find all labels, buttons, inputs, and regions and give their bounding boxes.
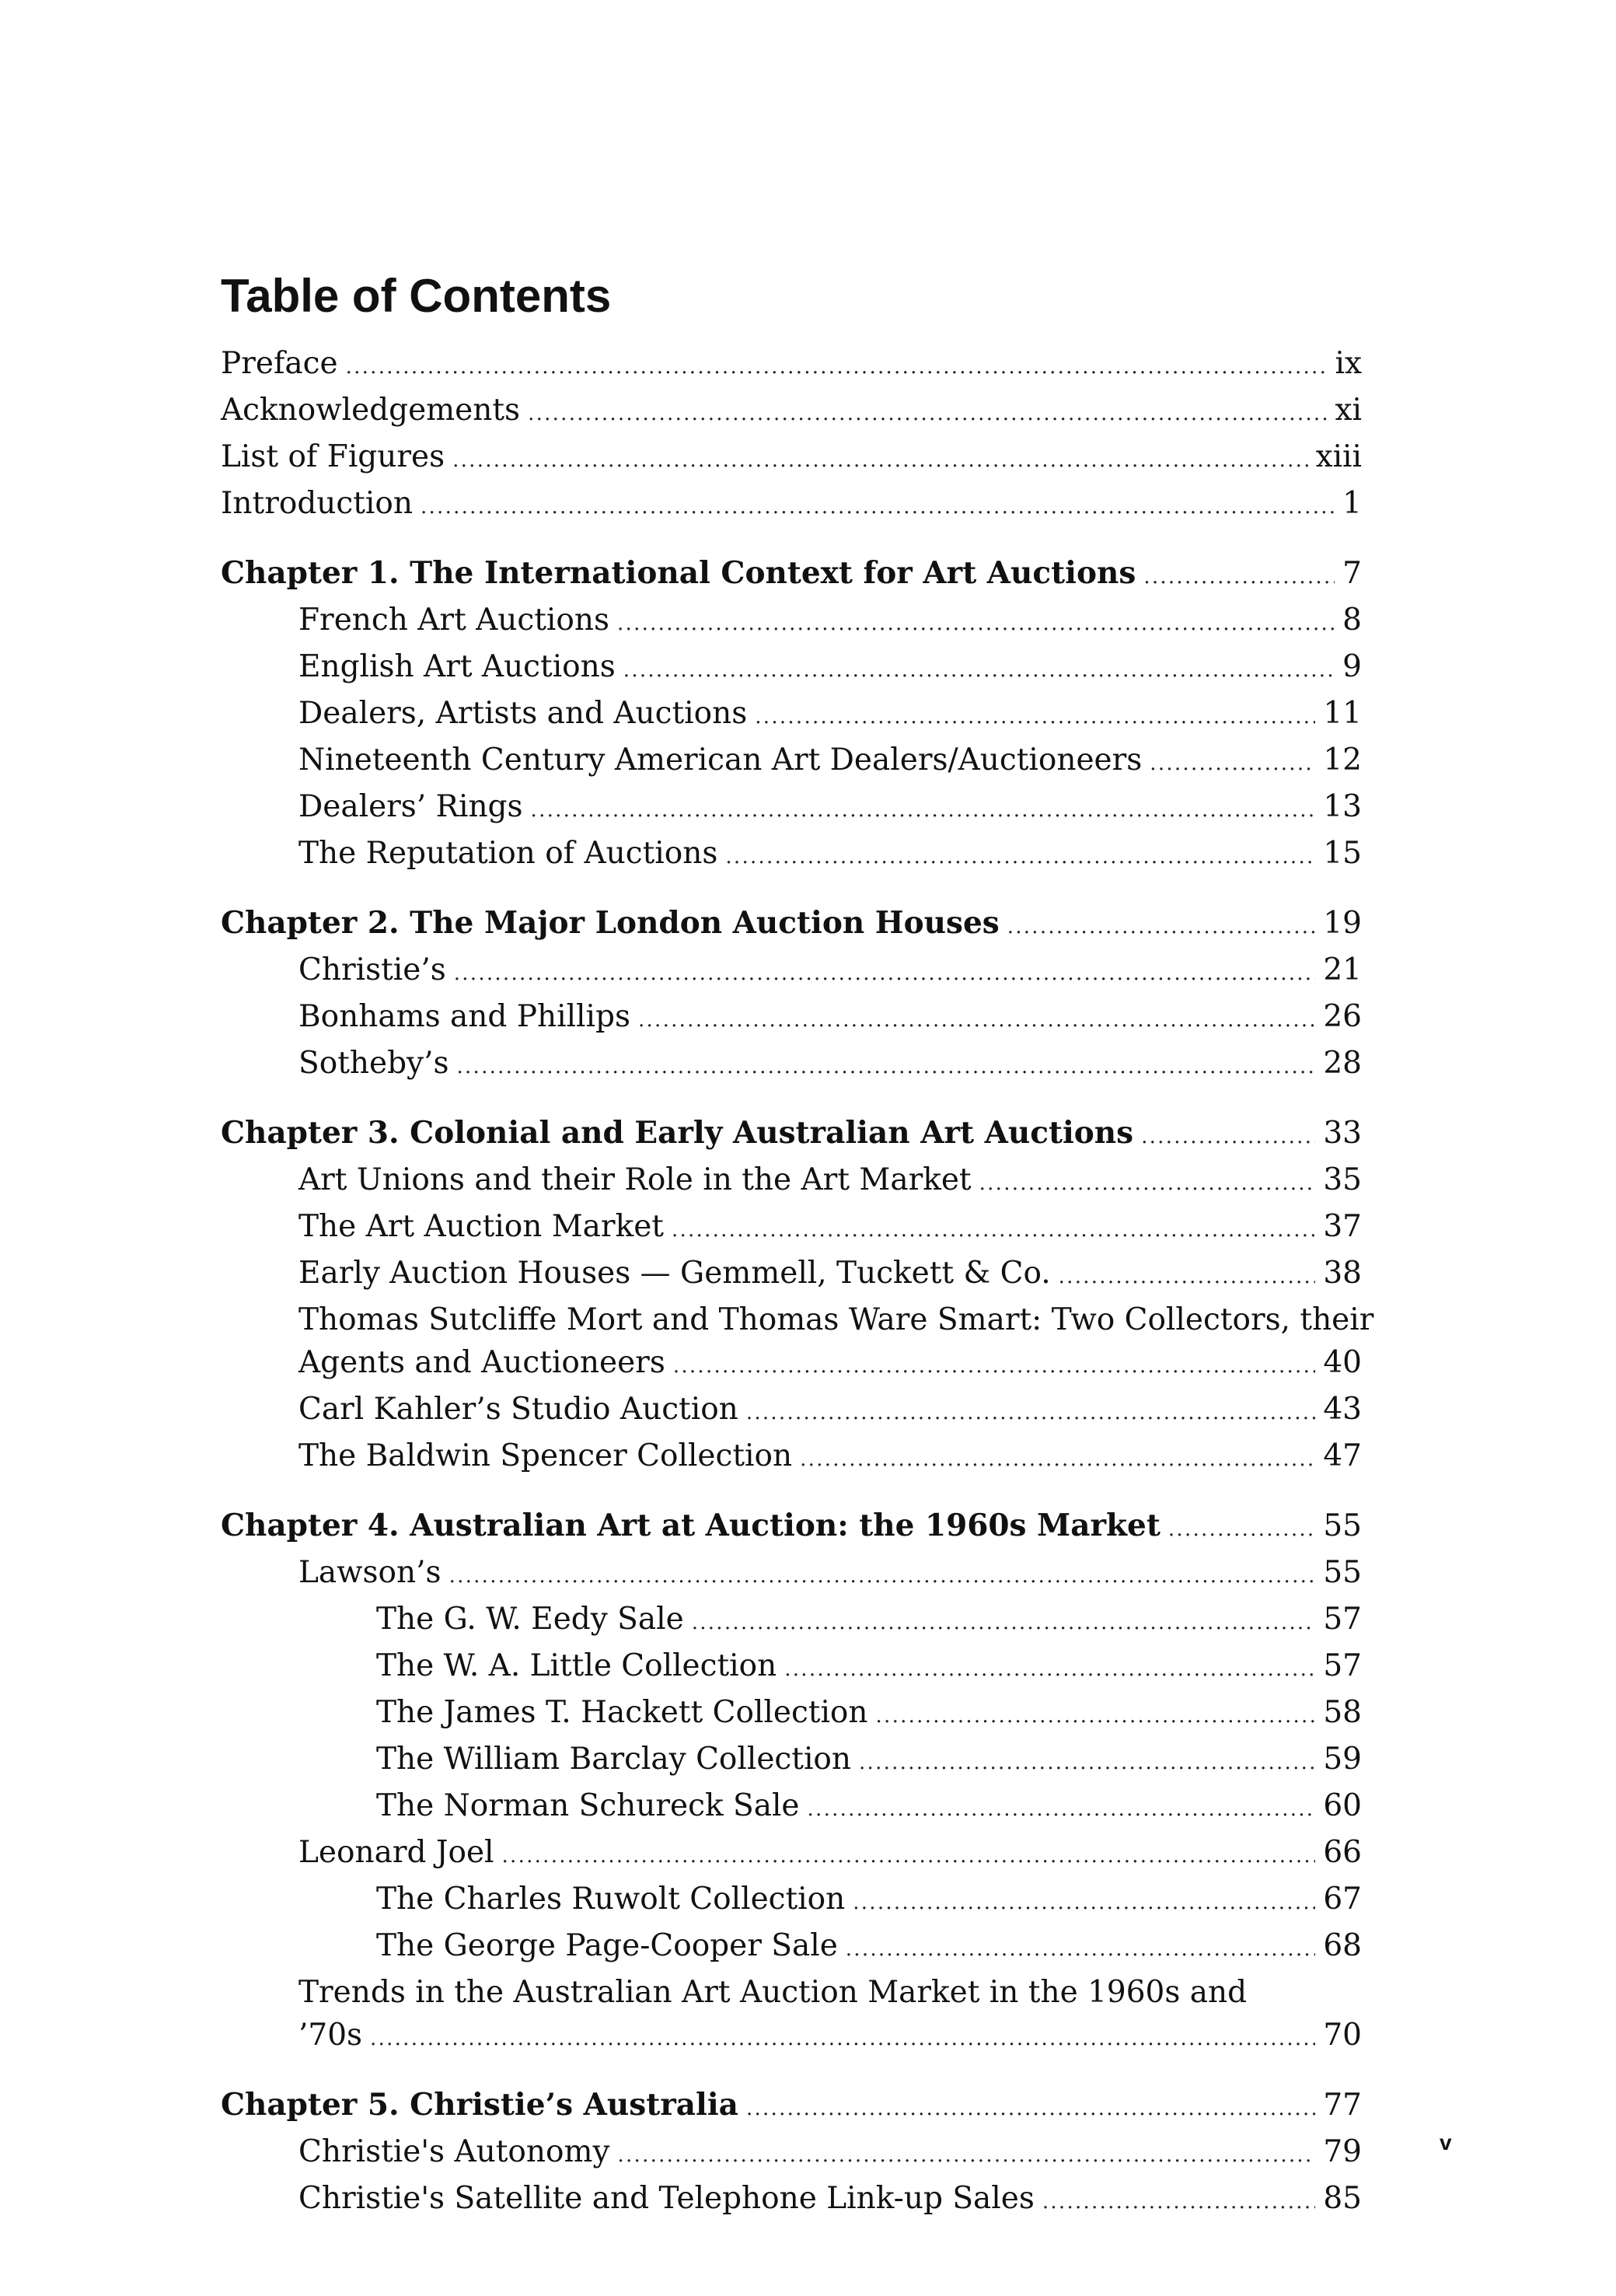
toc-entry-page: 35: [1323, 1162, 1362, 1197]
dot-leader: [617, 599, 1335, 645]
toc-entry[interactable]: [221, 342, 1362, 389]
toc-entry-label: Dealers’ Rings: [298, 789, 523, 824]
dot-leader: [692, 1598, 1316, 1644]
toc-entry[interactable]: [221, 1644, 1362, 1691]
dot-leader: [1141, 1112, 1315, 1158]
dot-leader: [746, 1388, 1316, 1435]
dot-leader: [755, 692, 1315, 739]
toc-entry[interactable]: [221, 1598, 1362, 1644]
toc-entry-page: 38: [1323, 1256, 1362, 1291]
dot-leader: [421, 482, 1335, 529]
toc-entry[interactable]: [221, 1924, 1362, 1971]
toc-entry-label: List of Figures: [221, 439, 445, 474]
toc-entry-label: Chapter 3. Colonial and Early Australian Art Auctions: [221, 1115, 1134, 1151]
toc-entry-page: 40: [1323, 1345, 1362, 1380]
toc-entry-page: 77: [1323, 2088, 1362, 2123]
toc-entry-label: Christie's Satellite and Telephone Link-up Sales: [298, 2181, 1035, 2216]
toc-entry[interactable]: [221, 785, 1362, 832]
dot-leader: [853, 1878, 1315, 1924]
toc-entry-page: 26: [1323, 999, 1362, 1034]
toc-entry[interactable]: [221, 435, 1362, 482]
toc-entry[interactable]: [221, 482, 1362, 529]
toc-entry-page: 60: [1323, 1788, 1362, 1823]
toc-entry-label: The W. A. Little Collection: [376, 1648, 777, 1683]
toc-entry-page: 11: [1323, 696, 1362, 731]
dot-leader: [1059, 1252, 1316, 1298]
dot-leader: [746, 2084, 1315, 2130]
toc-entry-label: Acknowledgements: [221, 393, 521, 428]
toc-entry-label: The James T. Hackett Collection: [376, 1695, 868, 1730]
dot-leader: [859, 1738, 1315, 1784]
toc-entry[interactable]: [221, 1252, 1362, 1298]
toc-entry-page: xi: [1335, 393, 1362, 428]
dot-leader: [846, 1924, 1316, 1971]
toc-entry-label: ’70s: [298, 2018, 363, 2053]
toc-entry[interactable]: [221, 599, 1362, 645]
toc-entry[interactable]: [221, 949, 1362, 995]
toc-entry-page: 79: [1323, 2134, 1362, 2169]
toc-entry-label: Nineteenth Century American Art Dealers/Auctioneers: [298, 743, 1143, 778]
page-title: Table of Contents: [221, 270, 612, 322]
dot-leader: [456, 1042, 1315, 1089]
toc-entry[interactable]: [221, 1878, 1362, 1924]
dot-leader: [1150, 739, 1315, 785]
dot-leader: [454, 949, 1316, 995]
toc-entry-label: Chapter 2. The Major London Auction Houses: [221, 905, 1000, 941]
toc-entry-label: Christie’s: [298, 952, 446, 987]
toc-entry-page: 43: [1323, 1392, 1362, 1427]
toc-entry-label: Chapter 5. Christie’s Australia: [221, 2087, 738, 2123]
toc-entry-page: 15: [1323, 836, 1362, 871]
toc-entry[interactable]: [221, 1551, 1362, 1598]
toc-entry-page: 55: [1323, 1508, 1362, 1543]
toc-entry-label: The Art Auction Market: [298, 1209, 664, 1244]
dot-leader: [623, 645, 1335, 692]
toc-entry-label: Bonhams and Phillips: [298, 999, 630, 1034]
toc-entry-page: 55: [1323, 1555, 1362, 1590]
dot-leader: [346, 342, 1328, 389]
toc-entry-label: Chapter 4. Australian Art at Auction: the 1960s Market: [221, 1508, 1161, 1543]
toc-entry-label-line: Thomas Sutcliffe Mort and Thomas Ware Smart: Two Collectors, their: [298, 1302, 1374, 1337]
toc-entry-page: 57: [1323, 1602, 1362, 1637]
dot-leader: [979, 1158, 1316, 1205]
toc-entry[interactable]: [221, 1971, 1362, 2060]
toc-entry-label: The George Page-Cooper Sale: [376, 1928, 838, 1963]
toc-entry-label: Carl Kahler’s Studio Auction: [298, 1392, 738, 1427]
toc-entry-page: 58: [1323, 1695, 1362, 1730]
toc-entry-label: French Art Auctions: [298, 603, 610, 638]
toc-entry-page: 1: [1342, 486, 1362, 521]
toc-entry-label: English Art Auctions: [298, 649, 616, 684]
toc-entry-page: 9: [1342, 649, 1362, 684]
toc-entry-page: 13: [1323, 789, 1362, 824]
toc-entry-page: ix: [1335, 346, 1362, 381]
toc-entry-label: The William Barclay Collection: [376, 1742, 852, 1777]
dot-leader: [1042, 2177, 1315, 2224]
dot-leader: [502, 1831, 1316, 1878]
toc-entry-label: Preface: [221, 346, 338, 381]
toc-entry-label: The Baldwin Spencer Collection: [298, 1438, 793, 1473]
toc-entry-page: 70: [1323, 2018, 1362, 2053]
toc-chapter-entry[interactable]: [221, 1504, 1362, 1551]
toc-entry-label: The G. W. Eedy Sale: [376, 1602, 684, 1637]
toc-entry-page: 7: [1342, 556, 1362, 591]
dot-leader: [1143, 552, 1335, 599]
dot-leader: [370, 2014, 1315, 2060]
toc-entry[interactable]: [221, 1831, 1362, 1878]
toc-entry[interactable]: [221, 1158, 1362, 1205]
toc-entry-label: Chapter 1. The International Context for Art Auctions: [221, 555, 1136, 591]
toc-entry[interactable]: [221, 1738, 1362, 1784]
toc-entry-label: Lawson’s: [298, 1555, 442, 1590]
toc-entry[interactable]: [221, 692, 1362, 739]
toc-entry-page: 85: [1323, 2181, 1362, 2216]
toc-entry-label: Art Unions and their Role in the Art Market: [298, 1162, 972, 1197]
toc-entry-label: Christie's Autonomy: [298, 2134, 610, 2169]
toc-entry-label: Agents and Auctioneers: [298, 1345, 665, 1380]
toc-entry[interactable]: [221, 1042, 1362, 1089]
toc-entry-page: 68: [1323, 1928, 1362, 1963]
toc-entry[interactable]: [221, 1298, 1374, 1388]
toc-chapter-entry[interactable]: [221, 1112, 1362, 1158]
toc-entry-page: 47: [1323, 1438, 1362, 1473]
toc-entry-label: The Charles Ruwolt Collection: [376, 1882, 846, 1917]
dot-leader: [725, 832, 1315, 879]
dot-leader: [618, 2130, 1316, 2177]
toc-entry-page: 66: [1323, 1835, 1362, 1870]
dot-leader: [1168, 1504, 1315, 1551]
toc-entry-page: 12: [1323, 743, 1362, 778]
toc-entry[interactable]: [221, 1435, 1362, 1481]
toc-entry-label: The Reputation of Auctions: [298, 836, 718, 871]
toc-entry[interactable]: [221, 1388, 1362, 1435]
dot-leader: [638, 995, 1315, 1042]
toc-entry-page: 8: [1342, 603, 1362, 638]
toc-entry-label: Sotheby’s: [298, 1046, 449, 1081]
dot-leader: [808, 1784, 1316, 1831]
toc-chapter-entry[interactable]: [221, 902, 1362, 949]
toc-entry[interactable]: [221, 739, 1362, 785]
toc-entry-page: xiii: [1315, 439, 1362, 474]
toc-entry[interactable]: [221, 1691, 1362, 1738]
toc-chapter-entry[interactable]: [221, 552, 1362, 599]
dot-leader: [1007, 902, 1316, 949]
dot-leader: [673, 1341, 1316, 1388]
dot-leader: [449, 1551, 1316, 1598]
toc-entry[interactable]: [221, 995, 1362, 1042]
toc-entry-label: Dealers, Artists and Auctions: [298, 696, 748, 731]
dot-leader: [531, 785, 1316, 832]
dot-leader: [800, 1435, 1315, 1481]
toc-entry[interactable]: [221, 2177, 1362, 2224]
toc-entry-page: 67: [1323, 1882, 1362, 1917]
toc-entry[interactable]: [221, 1784, 1362, 1831]
toc-entry-label: Leonard Joel: [298, 1835, 494, 1870]
toc-entry-page: 19: [1323, 906, 1362, 941]
toc-entry[interactable]: [221, 1205, 1362, 1252]
dot-leader: [672, 1205, 1315, 1252]
toc-entry-page: 28: [1323, 1046, 1362, 1081]
toc-list: [221, 342, 1374, 2224]
toc-entry-page: 59: [1323, 1742, 1362, 1777]
toc-entry[interactable]: [221, 645, 1362, 692]
toc-entry-label: Early Auction Houses — Gemmell, Tuckett & Co.: [298, 1256, 1051, 1291]
toc-entry-page: 33: [1323, 1116, 1362, 1151]
toc-entry[interactable]: [221, 2130, 1362, 2177]
toc-chapter-entry[interactable]: [221, 2084, 1362, 2130]
toc-entry-page: 37: [1323, 1209, 1362, 1244]
toc-entry-label-line: Trends in the Australian Art Auction Market in the 1960s and: [298, 1975, 1248, 2010]
toc-entry[interactable]: [221, 832, 1362, 879]
dot-leader: [528, 389, 1327, 435]
dot-leader: [876, 1691, 1316, 1738]
toc-entry-page: 57: [1323, 1648, 1362, 1683]
toc-entry[interactable]: [221, 389, 1362, 435]
toc-entry-label: Introduction: [221, 486, 413, 521]
dot-leader: [452, 435, 1307, 482]
toc-entry-page: 21: [1323, 952, 1362, 987]
toc-entry-label: The Norman Schureck Sale: [376, 1788, 800, 1823]
dot-leader: [784, 1644, 1315, 1691]
page-number: v: [1440, 2130, 1452, 2154]
